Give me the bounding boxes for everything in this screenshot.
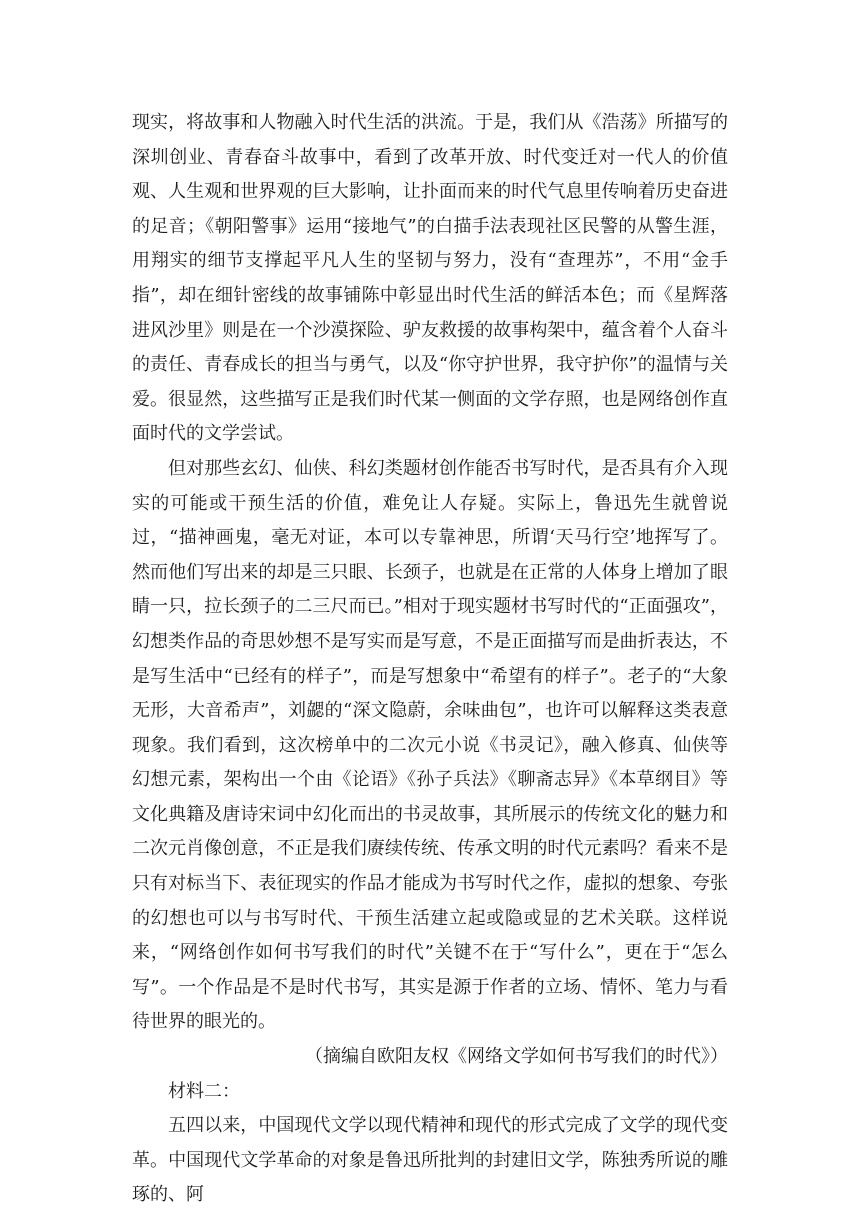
source-citation: （摘编自欧阳友权《网络文学如何书写我们的时代》） [305,1046,728,1068]
material-label: 材料二： [168,1080,240,1102]
paragraph-1: 现实，将故事和人物融入时代生活的洪流。于是，我们从《浩荡》所描写的深圳创业、青春奋斗故事中，看到了改革开放、时代变迁对一代人的价值观、人生观和世界观的巨大影响，让扑面而来的时代气息里传响着历史奋进的足音；《朝阳警事》运用“接地气”的白描手法表现社区民警的从警生涯，用翔实的细节支撑起平凡人生的坚韧与努力，没有“查理苏”，不用“金手指”，却在细针密线的故事铺陈中彰显出时代生活的鲜活本色；而《星辉落进风沙里》则是在一个沙漠探险、驴友救援的故事构架中，蕴含着个人奋斗的责任、青春成长的担当与勇气，以及“你守护世界，我守护你”的温情与关爱。很显然，这些描写正是我们时代某一侧面的文学存照，也是网络创作直面时代的文学尝试。 [132,112,728,445]
paragraph-2: 但对那些玄幻、仙侠、科幻类题材创作能否书写时代，是否具有介入现实的可能或干预生活的价值，难免让人存疑。实际上，鲁迅先生就曾说过，“描神画鬼，毫无对证，本可以专靠神思，所谓‘天马行空’地挥写了。然而他们写出来的却是三只眼、长颈子，也就是在正常的人体身上增加了眼睛一只，拉长颈子的二三尺而已。”相对于现实题材书写时代的“正面强攻”，幻想类作品的奇思妙想不是写实而是写意，不是正面描写而是曲折表达，不是写生活中“已经有的样子”，而是写想象中“希望有的样子”。老子的“大象无形，大音希声”，刘勰的“深文隐蔚，余味曲包”，也许可以解释这类表意现象。我们看到，这次榜单中的二次元小说《书灵记》，融入修真、仙侠等幻想元素，架构出一个由《论语》《孙子兵法》《聊斋志异》《本草纲目》等文化典籍及唐诗宋词中幻化而出的书灵故事，其所展示的传统文化的魅力和二次元肖像创意，不正是我们赓续传统、传承文明的时代元素吗？看来不是只有对标当下、表征现实的作品才能成为书写时代之作，虚拟的想象、夸张的幻想也可以与书写时代、干预生活建立起或隐或显的艺术关联。这样说来，“网络创作如何书写我们的时代”关键不在于“写什么”，更在于“怎么写”。一个作品是不是时代书写，其实是源于作者的立场、情怀、笔力与看待世界的眼光的。 [132,457,728,1033]
material-text: 五四以来，中国现代文学以现代精神和现代的形式完成了文学的现代变革。中国现代文学革命的对象是鲁迅所批判的封建旧文学，陈独秀所说的雕琢的、阿 [132,1115,728,1206]
document-page [132,106,728,1213]
